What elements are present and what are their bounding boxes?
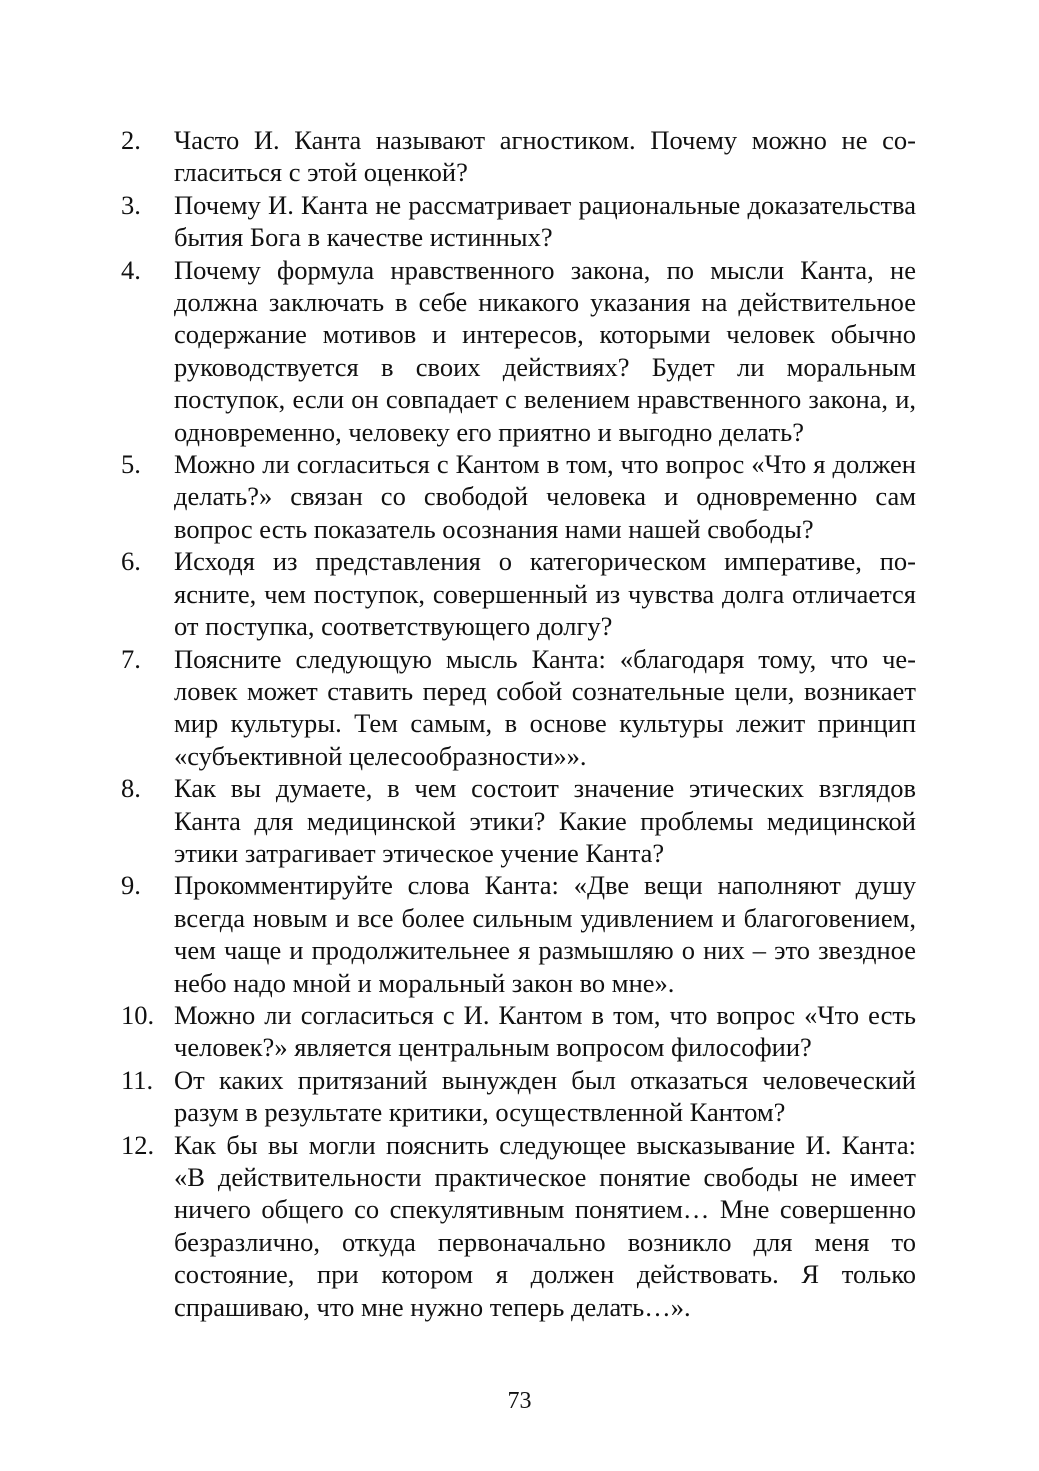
question-text: Прокомментируйте слова Канта: «Две вещи наполняют душу всегда новым и все более сильным удивлением и благоговением, чем чаще и продолжительнее я размышляю о них – это звездное небо надо мной и моральный закон во мне». [174,870,916,998]
question-item [121,772,916,869]
question-item [121,999,916,1064]
question-number: 8. [121,773,141,804]
question-item [121,254,916,448]
question-number: 12. [121,1129,155,1160]
question-list [121,124,916,1323]
question-number: 7. [121,643,141,674]
question-item [121,448,916,545]
question-text: Поясните следующую мысль Канта: «благодаря тому, что человек может ставить перед собой сознательные цели, возникает мир культуры. Тем самым, в основе культуры лежит принцип «субъективной целесообразности»». [174,643,916,771]
question-item [121,1129,916,1323]
question-item [121,189,916,254]
question-text: Часто И. Канта называют агностиком. Почему можно не согласиться с этой оценкой? [174,125,916,188]
question-number: 9. [121,870,141,901]
question-number: 11. [121,1064,154,1095]
question-text: Можно ли согласиться с Кантом в том, что вопрос «Что я должен делать?» связан со свободой человека и одновременно сам вопрос есть показатель осознания нами нашей свободы? [174,449,916,544]
question-number: 5. [121,449,141,480]
question-text: Можно ли согласиться с И. Кантом в том, что вопрос «Что есть человек?» является центральным вопросом философии? [174,999,916,1063]
question-number: 2. [121,125,141,155]
question-text: Почему формула нравственного закона, по мысли Канта, не должна заключать в себе никакого указания на действительное содержание мотивов и интересов, которыми человек обычно руководствуется в своих действиях? Будет ли моральным поступок, если он совпадает с велением нравственного закона, и, одновременно, человеку его приятно и выгодно делать? [174,254,916,447]
question-item [121,643,916,773]
question-text: Исходя из представления о категорическом императиве, поясните, чем поступок, совершенный из чувства долга отличается от поступка, соответствующего долгу? [174,546,916,642]
question-number: 3. [121,189,141,220]
page-number: 73 [507,1388,532,1414]
question-text: От каких притязаний вынужден был отказаться человеческий разум в результате критики, осуществленной Кантом? [174,1064,916,1128]
question-item [121,1064,916,1129]
question-number: 6. [121,546,141,577]
question-text: Как бы вы могли пояснить следующее высказывание И. Канта: «В действительности практическое понятие свободы не имеет ничего общего со спекулятивным понятием… Мне совершенно безразлично, откуда первоначально возникло для меня то состояние, при котором я должен действовать. Я только спрашиваю, что мне нужно теперь делать…». [174,1129,916,1322]
question-number: 4. [121,254,141,285]
question-item [121,545,916,642]
question-item [121,124,916,189]
question-text: Как вы думаете, в чем состоит значение этических взглядов Канта для медицинской этики? Какие проблемы медицинской этики затрагивает этическое учение Канта? [174,773,916,868]
question-item [121,869,916,999]
question-number: 10. [121,999,155,1030]
question-text: Почему И. Канта не рассматривает рациональные доказательства бытия Бога в качестве истинных? [174,189,916,253]
